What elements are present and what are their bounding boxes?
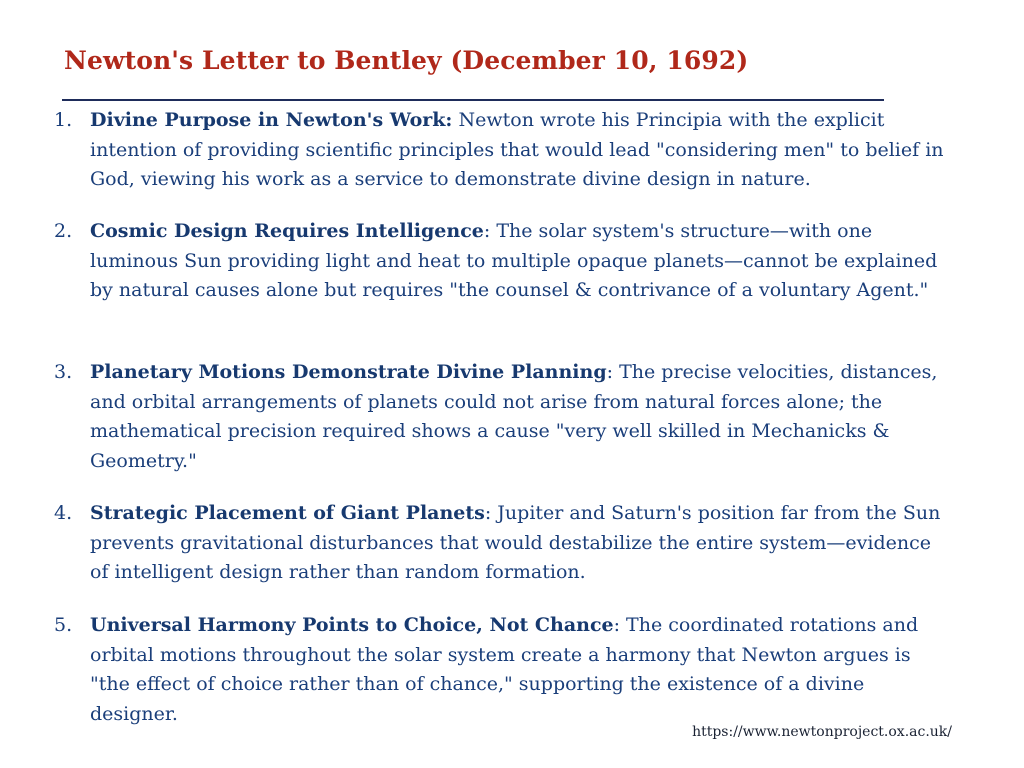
item-heading: Planetary Motions Demonstrate Divine Planning — [90, 361, 607, 383]
item-text: : The precise velocities, distances, and orbital arrangements of planets could not arise from natural forces alone; the mathematical precision required shows a cause "very well skilled in Mechanicks & Geometry." — [90, 361, 938, 472]
item-text: : Jupiter and Saturn's position far from the Sun prevents gravitational disturbances that would destabilize the entire system—evidence of intelligent design rather than random formation. — [90, 502, 941, 583]
item-number: 5. — [54, 614, 73, 636]
item-text: Newton wrote his Principia with the explicit intention of providing scientific principles that would lead "considering men" to belief in God, viewing his work as a service to demonstrate divine design in nature. — [90, 109, 944, 190]
item-text: : The coordinated rotations and orbital motions throughout the solar system create a harmony that Newton argues is "the effect of choice rather than of chance," supporting the existence of a divine designer. — [90, 614, 919, 725]
item-body — [90, 499, 950, 588]
item-heading: Strategic Placement of Giant Planets — [90, 502, 485, 524]
source-url: https://www.newtonproject.ox.ac.uk/ — [692, 724, 952, 740]
item-heading: Cosmic Design Requires Intelligence — [90, 220, 484, 242]
item-body — [90, 106, 950, 195]
item-number: 2. — [54, 220, 73, 242]
item-number: 4. — [54, 502, 73, 524]
item-text: : The solar system's structure—with one luminous Sun providing light and heat to multiple opaque planets—cannot be explained by natural causes alone but requires "the counsel & contrivance of a voluntary Agent." — [90, 220, 938, 301]
item-body — [90, 611, 950, 729]
title-divider — [62, 99, 884, 101]
item-heading: Universal Harmony Points to Choice, Not Chance — [90, 614, 614, 636]
item-heading: Divine Purpose in Newton's Work: — [90, 109, 453, 131]
item-number: 1. — [54, 109, 73, 131]
page-title: Newton's Letter to Bentley (December 10, 1692) — [64, 46, 749, 75]
item-body — [90, 358, 950, 476]
item-number: 3. — [54, 361, 73, 383]
item-body — [90, 217, 950, 306]
